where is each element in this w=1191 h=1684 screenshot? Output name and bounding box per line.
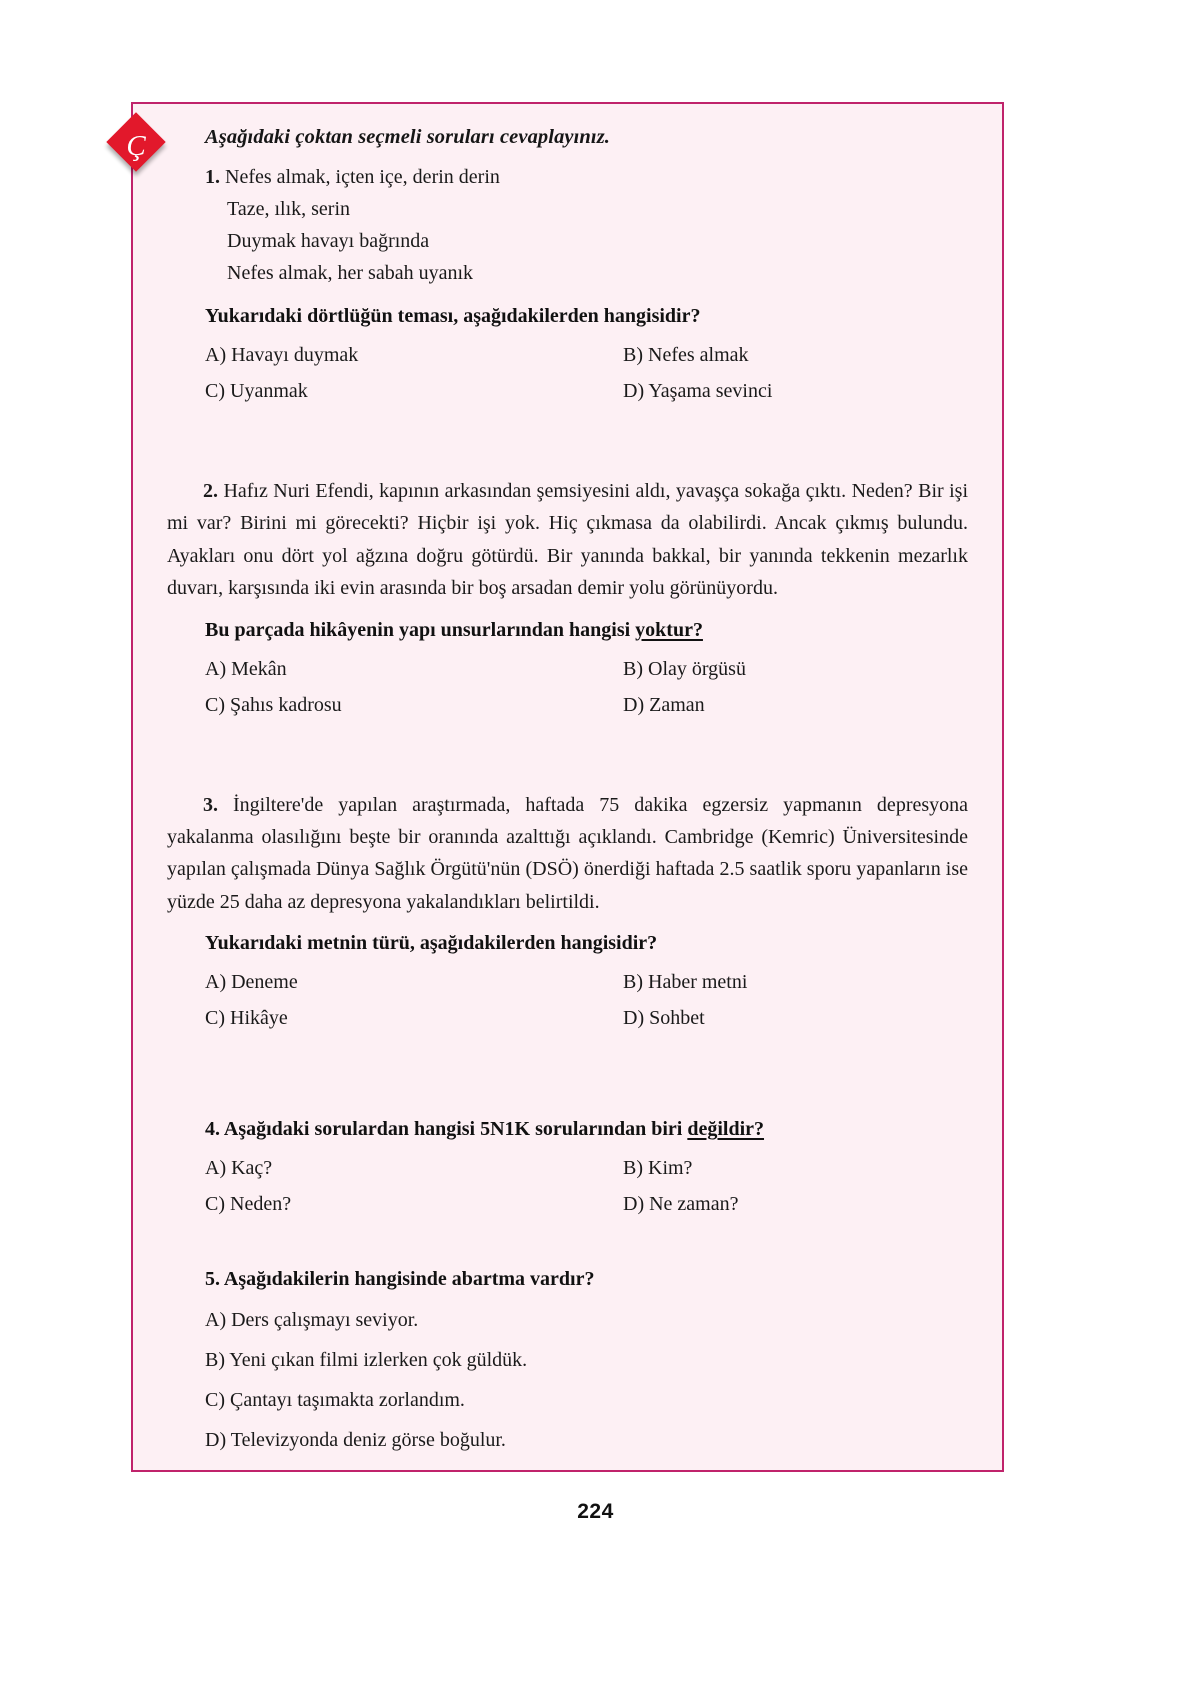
question-passage <box>167 789 968 919</box>
option-c[interactable]: C) Şahıs kadrosu <box>205 693 342 716</box>
option-d[interactable]: D) Televizyonda deniz görse boğulur. <box>205 1429 506 1452</box>
question-number: 2. <box>203 480 218 502</box>
question-1 <box>167 161 968 409</box>
question-number: 3. <box>203 793 218 816</box>
page-number: 224 <box>577 1500 614 1523</box>
option-d[interactable]: D) Sohbet <box>623 1007 705 1030</box>
question-stem: Yukarıdaki metnin türü, aşağıdakilerden hangisidir? <box>205 932 658 955</box>
option-row <box>205 337 968 373</box>
stem-text: 4. Aşağıdaki sorulardan hangisi 5N1K sorularından biri <box>205 1118 688 1141</box>
option-b[interactable]: B) Haber metni <box>623 971 748 994</box>
option-b[interactable]: B) Olay örgüsü <box>623 657 746 680</box>
option-b[interactable]: B) Yeni çıkan filmi izlerken çok güldük. <box>205 1349 528 1372</box>
option-row <box>205 1000 968 1036</box>
answer-options <box>205 651 968 723</box>
answer-options <box>205 337 968 409</box>
passage-text: Hafız Nuri Efendi, kapının arkasından şemsiyesini aldı, yavaşça sokağa çıktı. Neden? Bir işi mi var? Birini mi görecekti? Hiçbir işi yok. Hiç çıkmasa da olabilirdi. Ancak çıkmış bulundu. Ayakları onu dört yol ağzına doğru götürdü. Bir yanında bakkal, bir yanında tekkenin mezarlık duvarı, karşısında iki evin arasında bir boş arsadan demir yolu görünüyordu. <box>167 480 969 600</box>
exercise-panel <box>131 102 1004 1472</box>
option-row <box>205 373 968 409</box>
spacer <box>167 723 968 789</box>
option-row <box>205 1300 968 1340</box>
question-2 <box>167 475 968 723</box>
option-c[interactable]: C) Hikâye <box>205 1007 288 1030</box>
spacer <box>167 409 968 475</box>
option-c[interactable]: C) Uyanmak <box>205 380 308 402</box>
question-5 <box>167 1266 968 1460</box>
option-c[interactable]: C) Neden? <box>205 1193 292 1216</box>
option-row <box>205 687 968 723</box>
question-passage <box>167 475 968 605</box>
option-row <box>205 1420 968 1460</box>
option-a[interactable]: A) Kaç? <box>205 1157 273 1180</box>
option-row <box>205 1150 968 1186</box>
option-a[interactable]: A) Mekân <box>205 657 287 680</box>
question-3 <box>167 789 968 1037</box>
poem-line: Nefes almak, her sabah uyanık <box>227 262 474 284</box>
question-stem: 5. Aşağıdakilerin hangisinde abartma vardır? <box>205 1268 595 1291</box>
option-d[interactable]: D) Zaman <box>623 693 705 716</box>
poem-line: Taze, ılık, serin <box>227 198 350 220</box>
option-row <box>205 1340 968 1380</box>
spacer <box>167 1222 968 1252</box>
passage-text: İngiltere'de yapılan araştırmada, haftada 75 dakika egzersiz yapmanın depresyona yakalanma olasılığını beşte bir oranında azalttığı açıklandı. Cambridge (Kemric) Üniversitesinde yapılan çalışmada Dünya Sağlık Örgütü'nün (DSÖ) önerdiği haftada 2.5 saatlik sporu yapanların ise yüzde 25 daha az depresyona yakalandıkları belirtildi. <box>167 793 969 913</box>
question-stem: Yukarıdaki dörtlüğün teması, aşağıdakilerden hangisidir? <box>205 305 701 327</box>
badge-letter: Ç <box>126 129 146 162</box>
option-b[interactable]: B) Kim? <box>623 1157 693 1180</box>
poem-line: Duymak havayı bağrında <box>227 230 430 252</box>
answer-options <box>205 1300 968 1460</box>
option-d[interactable]: D) Yaşama sevinci <box>623 380 773 402</box>
question-4 <box>167 1116 968 1222</box>
option-b[interactable]: B) Nefes almak <box>623 344 749 366</box>
poem-text: Nefes almak, içten içe, derin derin <box>225 166 500 188</box>
answer-options <box>205 1150 968 1222</box>
stem-emphasis: yoktur? <box>635 618 703 641</box>
question-stem <box>205 1116 968 1142</box>
option-a[interactable]: A) Deneme <box>205 971 298 994</box>
exercise-content <box>133 104 1002 1470</box>
directive-text: Aşağıdaki çoktan seçmeli soruları cevaplayınız. <box>205 126 611 148</box>
option-row <box>205 1186 968 1222</box>
question-number: 1. <box>205 166 220 188</box>
stem-text: Bu parçada hikâyenin yapı unsurlarından hangisi <box>205 618 636 641</box>
option-row <box>205 1380 968 1420</box>
option-a[interactable]: A) Ders çalışmayı seviyor. <box>205 1309 419 1332</box>
option-d[interactable]: D) Ne zaman? <box>623 1193 739 1216</box>
section-badge <box>107 113 169 175</box>
poem-line <box>205 161 968 193</box>
option-row <box>205 964 968 1000</box>
option-row <box>205 651 968 687</box>
option-c[interactable]: C) Çantayı taşımakta zorlandım. <box>205 1389 465 1412</box>
question-stem <box>205 617 968 643</box>
answer-options <box>205 964 968 1036</box>
option-a[interactable]: A) Havayı duymak <box>205 344 359 366</box>
stem-emphasis: değildir? <box>687 1118 765 1141</box>
spacer <box>167 1036 968 1102</box>
